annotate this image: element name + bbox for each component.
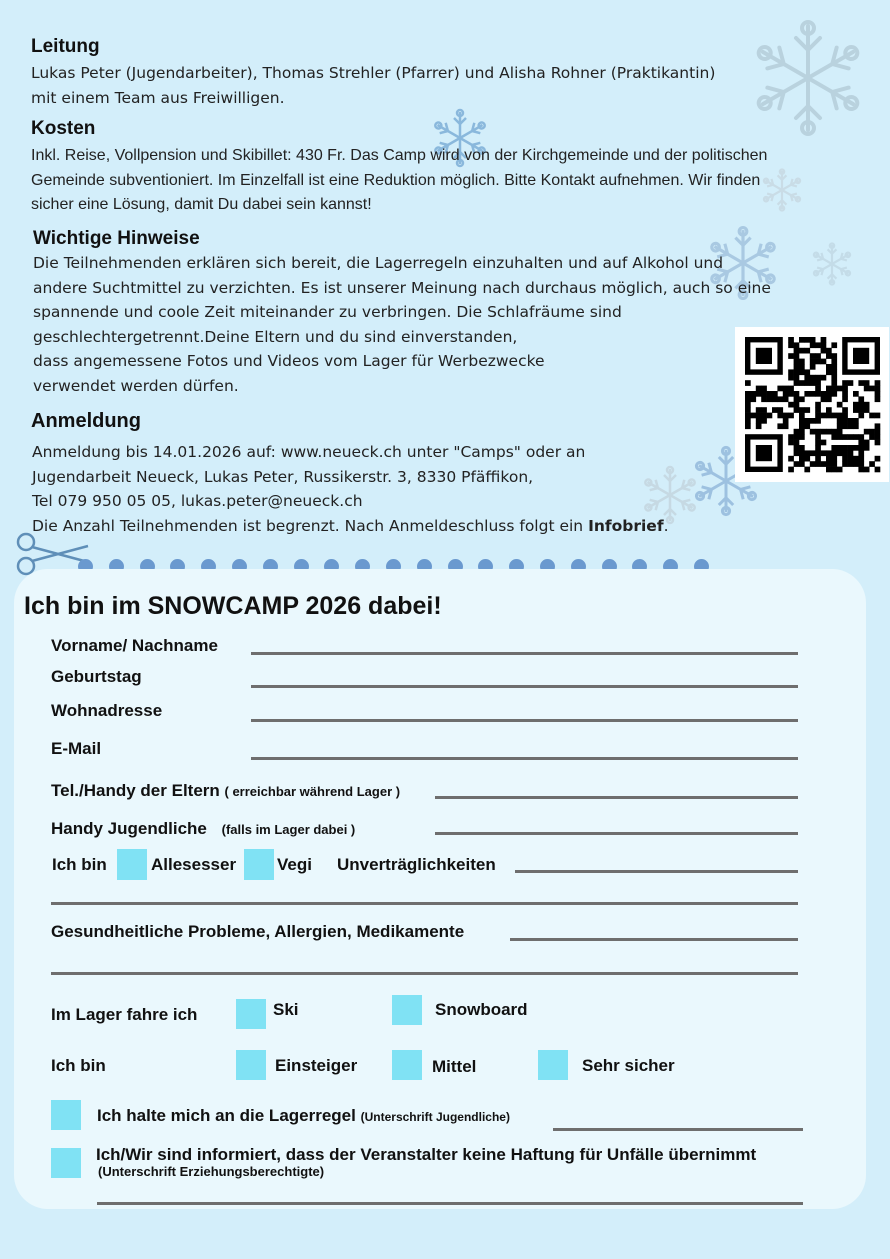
address-label: Wohnadresse — [51, 701, 163, 720]
sehr-sicher-label: Sehr sicher — [582, 1056, 675, 1075]
ski-checkbox[interactable] — [236, 999, 266, 1029]
leitung-line: mit einem Team aus Freiwilligen. — [31, 88, 285, 107]
anmeldung-note-end: . — [663, 516, 669, 535]
health-label: Gesundheitliche Probleme, Allergien, Medikamente — [51, 922, 465, 941]
rules-label-text: Ich halte mich an die Lagerregel — [97, 1106, 356, 1125]
rules-checkbox[interactable] — [51, 1100, 81, 1130]
parents-phone-label — [51, 781, 400, 801]
anmeldung-line: Jugendarbeit Neueck, Lukas Peter, Russikerstr. 3, 8330 Pfäffikon, — [32, 467, 534, 486]
qr-code[interactable] — [735, 327, 889, 482]
vegi-label: Vegi — [277, 855, 312, 874]
infobrief-emphasis: Infobrief — [588, 516, 664, 535]
anmeldung-heading: Anmeldung — [31, 410, 141, 432]
youth-phone-field[interactable] — [435, 832, 798, 835]
address-field[interactable] — [251, 719, 798, 722]
kosten-text — [31, 144, 767, 218]
snowboard-label: Snowboard — [435, 1000, 528, 1019]
diet-label: Ich bin — [52, 855, 107, 874]
liability-checkbox[interactable] — [51, 1148, 81, 1178]
hinweise-line: andere Suchtmittel zu verzichten. Es ist unserer Meinung nach durchaus möglich, auch so eine — [33, 278, 771, 297]
health-field-2[interactable] — [51, 972, 798, 975]
ski-label: Ski — [273, 1000, 299, 1019]
allesesser-checkbox[interactable] — [117, 849, 147, 880]
kosten-line: Inkl. Reise, Vollpension und Skibillet: 430 Fr. Das Camp wird von der Kirchgemeinde und der politischen — [31, 147, 768, 164]
hinweise-line: Die Teilnehmenden erklären sich bereit, die Lagerregeln einzuhalten und auf Alkohol und — [33, 254, 724, 272]
einsteiger-checkbox[interactable] — [236, 1050, 266, 1080]
leitung-heading: Leitung — [31, 36, 100, 57]
mittel-checkbox[interactable] — [392, 1050, 422, 1080]
anmeldung-note: Die Anzahl Teilnehmenden ist begrenzt. Nach Anmeldeschluss folgt ein — [32, 516, 589, 535]
mittel-label: Mittel — [432, 1057, 477, 1076]
anmeldung-line: Tel 079 950 05 05, lukas.peter@neueck.ch — [32, 492, 363, 510]
hinweise-line: dass angemessene Fotos und Videos vom Lager für Werbezwecke — [33, 352, 545, 370]
youth-phone-note: (falls im Lager dabei ) — [221, 822, 356, 837]
name-label: Vorname/ Nachname — [51, 636, 218, 655]
snowboard-checkbox[interactable] — [392, 995, 422, 1025]
anmeldung-text — [32, 440, 669, 538]
snowflake-icon — [810, 242, 854, 286]
einsteiger-label: Einsteiger — [275, 1056, 358, 1075]
anmeldung-line — [32, 514, 669, 539]
anmeldung-line: Anmeldung bis 14.01.2026 auf: www.neueck.ch unter "Camps" oder an — [32, 443, 586, 461]
hinweise-line: geschlechtergetrennt.Deine Eltern und du sind einverstanden, — [33, 327, 518, 346]
sehr-sicher-checkbox[interactable] — [538, 1050, 568, 1080]
rules-signature-field[interactable] — [553, 1128, 803, 1131]
parents-phone-label-text: Tel./Handy der Eltern — [51, 781, 220, 800]
liability-note: (Unterschrift Erziehungsberechtigte) — [98, 1164, 325, 1179]
name-field[interactable] — [251, 652, 798, 655]
kosten-line: Gemeinde subventioniert. Im Einzelfall ist eine Reduktion möglich. Bitte Kontakt aufnehmen. Wir finden — [31, 171, 761, 189]
email-label: E-Mail — [51, 739, 102, 758]
snowflake-icon — [748, 18, 868, 138]
kosten-line: sicher eine Lösung, damit Du dabei sein kannst! — [31, 196, 372, 213]
parents-phone-note: ( erreichbar während Lager ) — [224, 784, 401, 799]
sport-label: Im Lager fahre ich — [51, 1005, 198, 1024]
qr-code-graphic — [735, 327, 889, 482]
email-field[interactable] — [251, 757, 798, 760]
youth-phone-label-text: Handy Jugendliche — [51, 819, 207, 838]
birthday-field[interactable] — [251, 685, 798, 688]
health-field[interactable] — [510, 938, 798, 941]
birthday-label: Geburtstag — [51, 667, 142, 686]
leitung-line: Lukas Peter (Jugendarbeiter), Thomas Strehler (Pfarrer) und Alisha Rohner (Praktikantin) — [31, 64, 716, 82]
allesesser-label: Allesesser — [151, 855, 237, 874]
parents-phone-field[interactable] — [435, 796, 798, 799]
intolerance-field[interactable] — [515, 870, 798, 873]
rules-label — [97, 1106, 510, 1126]
intolerance-field-2[interactable] — [51, 902, 798, 905]
hinweise-line: verwendet werden dürfen. — [33, 376, 239, 395]
level-label: Ich bin — [51, 1056, 106, 1075]
hinweise-text — [33, 251, 771, 398]
hinweise-line: spannende und coole Zeit miteinander zu verbringen. Die Schlafräume sind — [33, 303, 622, 321]
vegi-checkbox[interactable] — [244, 849, 274, 880]
rules-note: (Unterschrift Jugendliche) — [360, 1110, 510, 1124]
youth-phone-label — [51, 819, 355, 839]
form-title: Ich bin im SNOWCAMP 2026 dabei! — [24, 592, 442, 620]
kosten-heading: Kosten — [31, 118, 96, 139]
leitung-text — [31, 61, 715, 110]
intolerance-label: Unverträglichkeiten — [337, 855, 496, 874]
hinweise-heading: Wichtige Hinweise — [33, 228, 200, 249]
liability-signature-field[interactable] — [97, 1202, 803, 1205]
liability-label: Ich/Wir sind informiert, dass der Veranstalter keine Haftung für Unfälle übernimmt — [96, 1145, 757, 1164]
